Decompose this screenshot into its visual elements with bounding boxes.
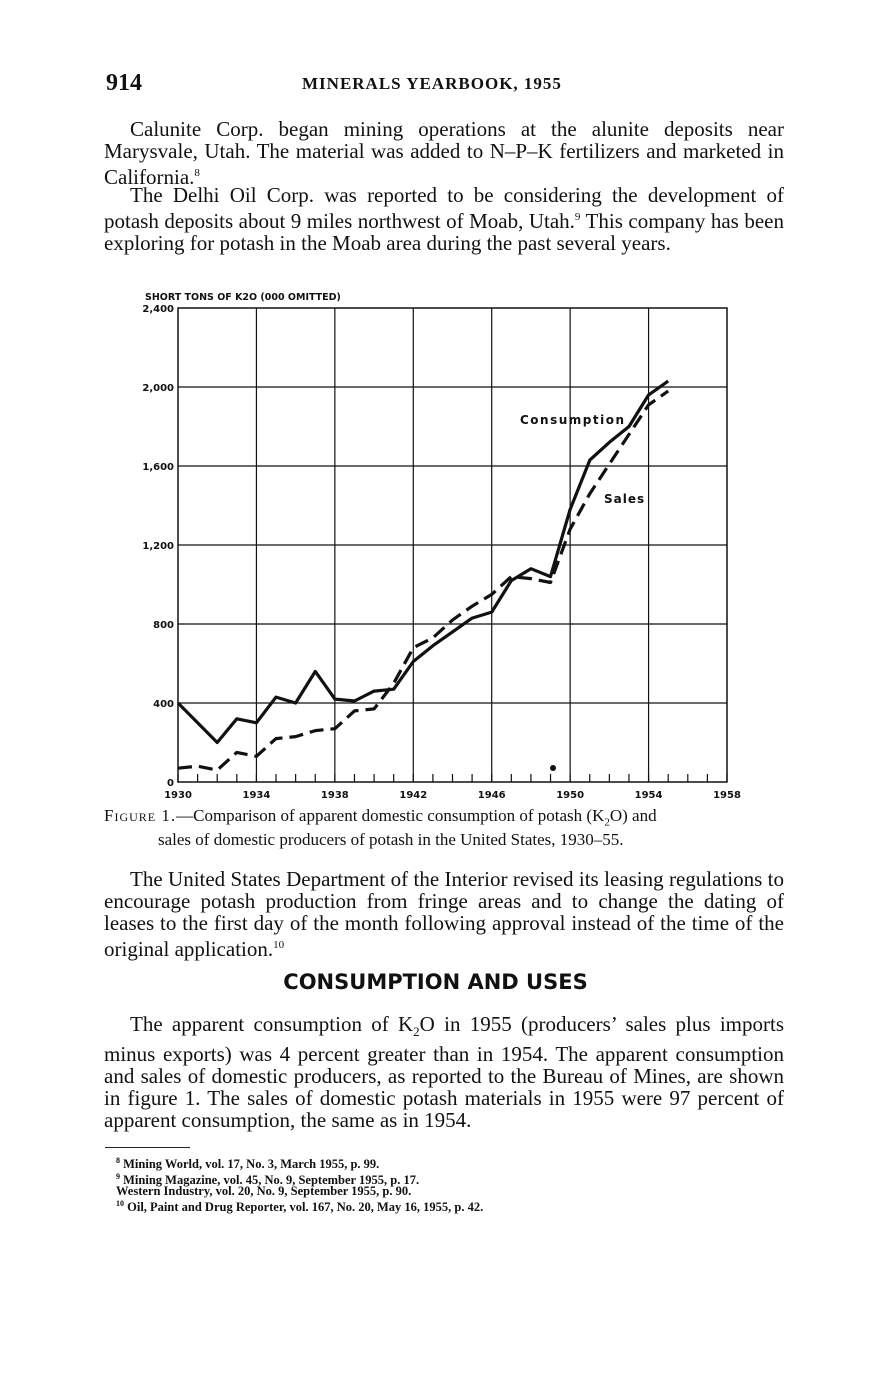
y-tick-label: 1,600 (142, 462, 174, 473)
chart-grid (178, 308, 727, 782)
chart-ylabel: SHORT TONS OF K2O (000 OMITTED) (145, 292, 341, 303)
chart-lines (178, 381, 668, 770)
caption-subscript: 2 (604, 816, 610, 829)
caption-text-a: —Comparison of apparent domestic consumption of potash (K (176, 806, 605, 825)
chart-y-ticks (142, 304, 174, 789)
legend-sales: Sales (604, 492, 646, 506)
running-title: MINERALS YEARBOOK, 1955 (302, 74, 562, 93)
series-consumption-line (178, 381, 668, 742)
x-tick-label: 1934 (242, 790, 271, 801)
x-tick-label: 1930 (164, 790, 192, 801)
figure-caption (104, 807, 784, 849)
x-tick-label: 1938 (320, 790, 349, 801)
paragraph-1-text: Calunite Corp. began mining operations at the alunite deposits near Marysvale, Utah. The material was added to N–P–K fertilizers and marketed in California. (104, 117, 784, 189)
caption-label: Figure 1. (104, 806, 177, 825)
x-tick-label: 1958 (713, 790, 741, 801)
footnote-10-text: Oil, Paint and Drug Reporter, vol. 167, No. 20, May 16, 1955, p. 42. (127, 1199, 484, 1214)
x-tick-label: 1942 (399, 790, 428, 801)
paragraph-2-text: The Delhi Oil Corp. was reported to be considering the development of potash deposits about 9 miles northwest of Moab, Utah. (104, 183, 784, 233)
figure-1 (140, 285, 760, 810)
legend-consumption: Consumption (520, 413, 626, 427)
potash-chart (140, 285, 760, 805)
y-tick-label: 800 (153, 620, 174, 631)
chart-x-ticks (164, 774, 741, 801)
footnote-ref-10: 10 (273, 939, 285, 951)
footnote-rule (105, 1147, 190, 1148)
footnote-9-num: 9 (116, 1171, 120, 1181)
paragraph-3 (104, 868, 784, 960)
paragraph-4-text-a: The apparent consumption of K (130, 1012, 414, 1036)
footnote-9-text: Mining Magazine, vol. 45, No. 9, September 1955, p. 17. (123, 1172, 420, 1187)
paragraph-1 (104, 118, 784, 188)
x-tick-label: 1950 (556, 790, 585, 801)
caption-text-b: O) and (609, 806, 657, 825)
paragraph-2 (104, 184, 784, 254)
chart-dot (550, 765, 556, 771)
footnote-ref-8: 8 (194, 167, 200, 179)
page-number: 914 (106, 70, 142, 96)
paragraph-4-subscript: 2 (413, 1024, 420, 1040)
paragraph-2-tail: This company has been exploring for potash in the Moab area during the past several years. (104, 209, 784, 255)
paragraph-4-text-b: O in 1955 (producers’ sales plus imports minus exports) was 4 percent greater than in 1954. The apparent consumption and sales of domestic producers, as reported to the Bureau of Mines, are shown in figure 1. The sales of domestic potash materials in 1955 were 97 percent of apparent consumption, the same as in 1954. (104, 1012, 784, 1133)
x-tick-label: 1946 (477, 790, 506, 801)
section-heading: CONSUMPTION AND USES (283, 970, 588, 994)
footnote-ref-9: 9 (574, 211, 581, 223)
y-tick-label: 2,000 (142, 383, 174, 394)
footnotes (116, 1155, 483, 1213)
footnote-8 (116, 1155, 483, 1171)
footnote-10 (116, 1198, 483, 1214)
footnote-9b (116, 1186, 483, 1198)
paragraph-3-text: The United States Department of the Interior revised its leasing regulations to encourage potash production from fringe areas and to change the dating of leases to the first day of the month following approval instead of the time of the original application. (104, 867, 784, 961)
x-tick-label: 1954 (634, 790, 663, 801)
y-tick-label: 1,200 (142, 541, 174, 552)
footnote-10-num: 10 (116, 1198, 124, 1208)
y-tick-label: 400 (153, 699, 174, 710)
series-sales-line (178, 391, 668, 770)
caption-line-2: sales of domestic producers of potash in the United States, 1930–55. (158, 830, 624, 850)
y-tick-label: 2,400 (142, 304, 174, 315)
footnote-8-text: Mining World, vol. 17, No. 3, March 1955, p. 99. (123, 1157, 380, 1172)
footnote-8-num: 8 (116, 1156, 120, 1165)
y-tick-label: 0 (167, 778, 174, 789)
paragraph-4 (104, 1013, 784, 1131)
footnote-9b-text: Western Industry, vol. 20, No. 9, September 1955, p. 90. (116, 1184, 412, 1199)
